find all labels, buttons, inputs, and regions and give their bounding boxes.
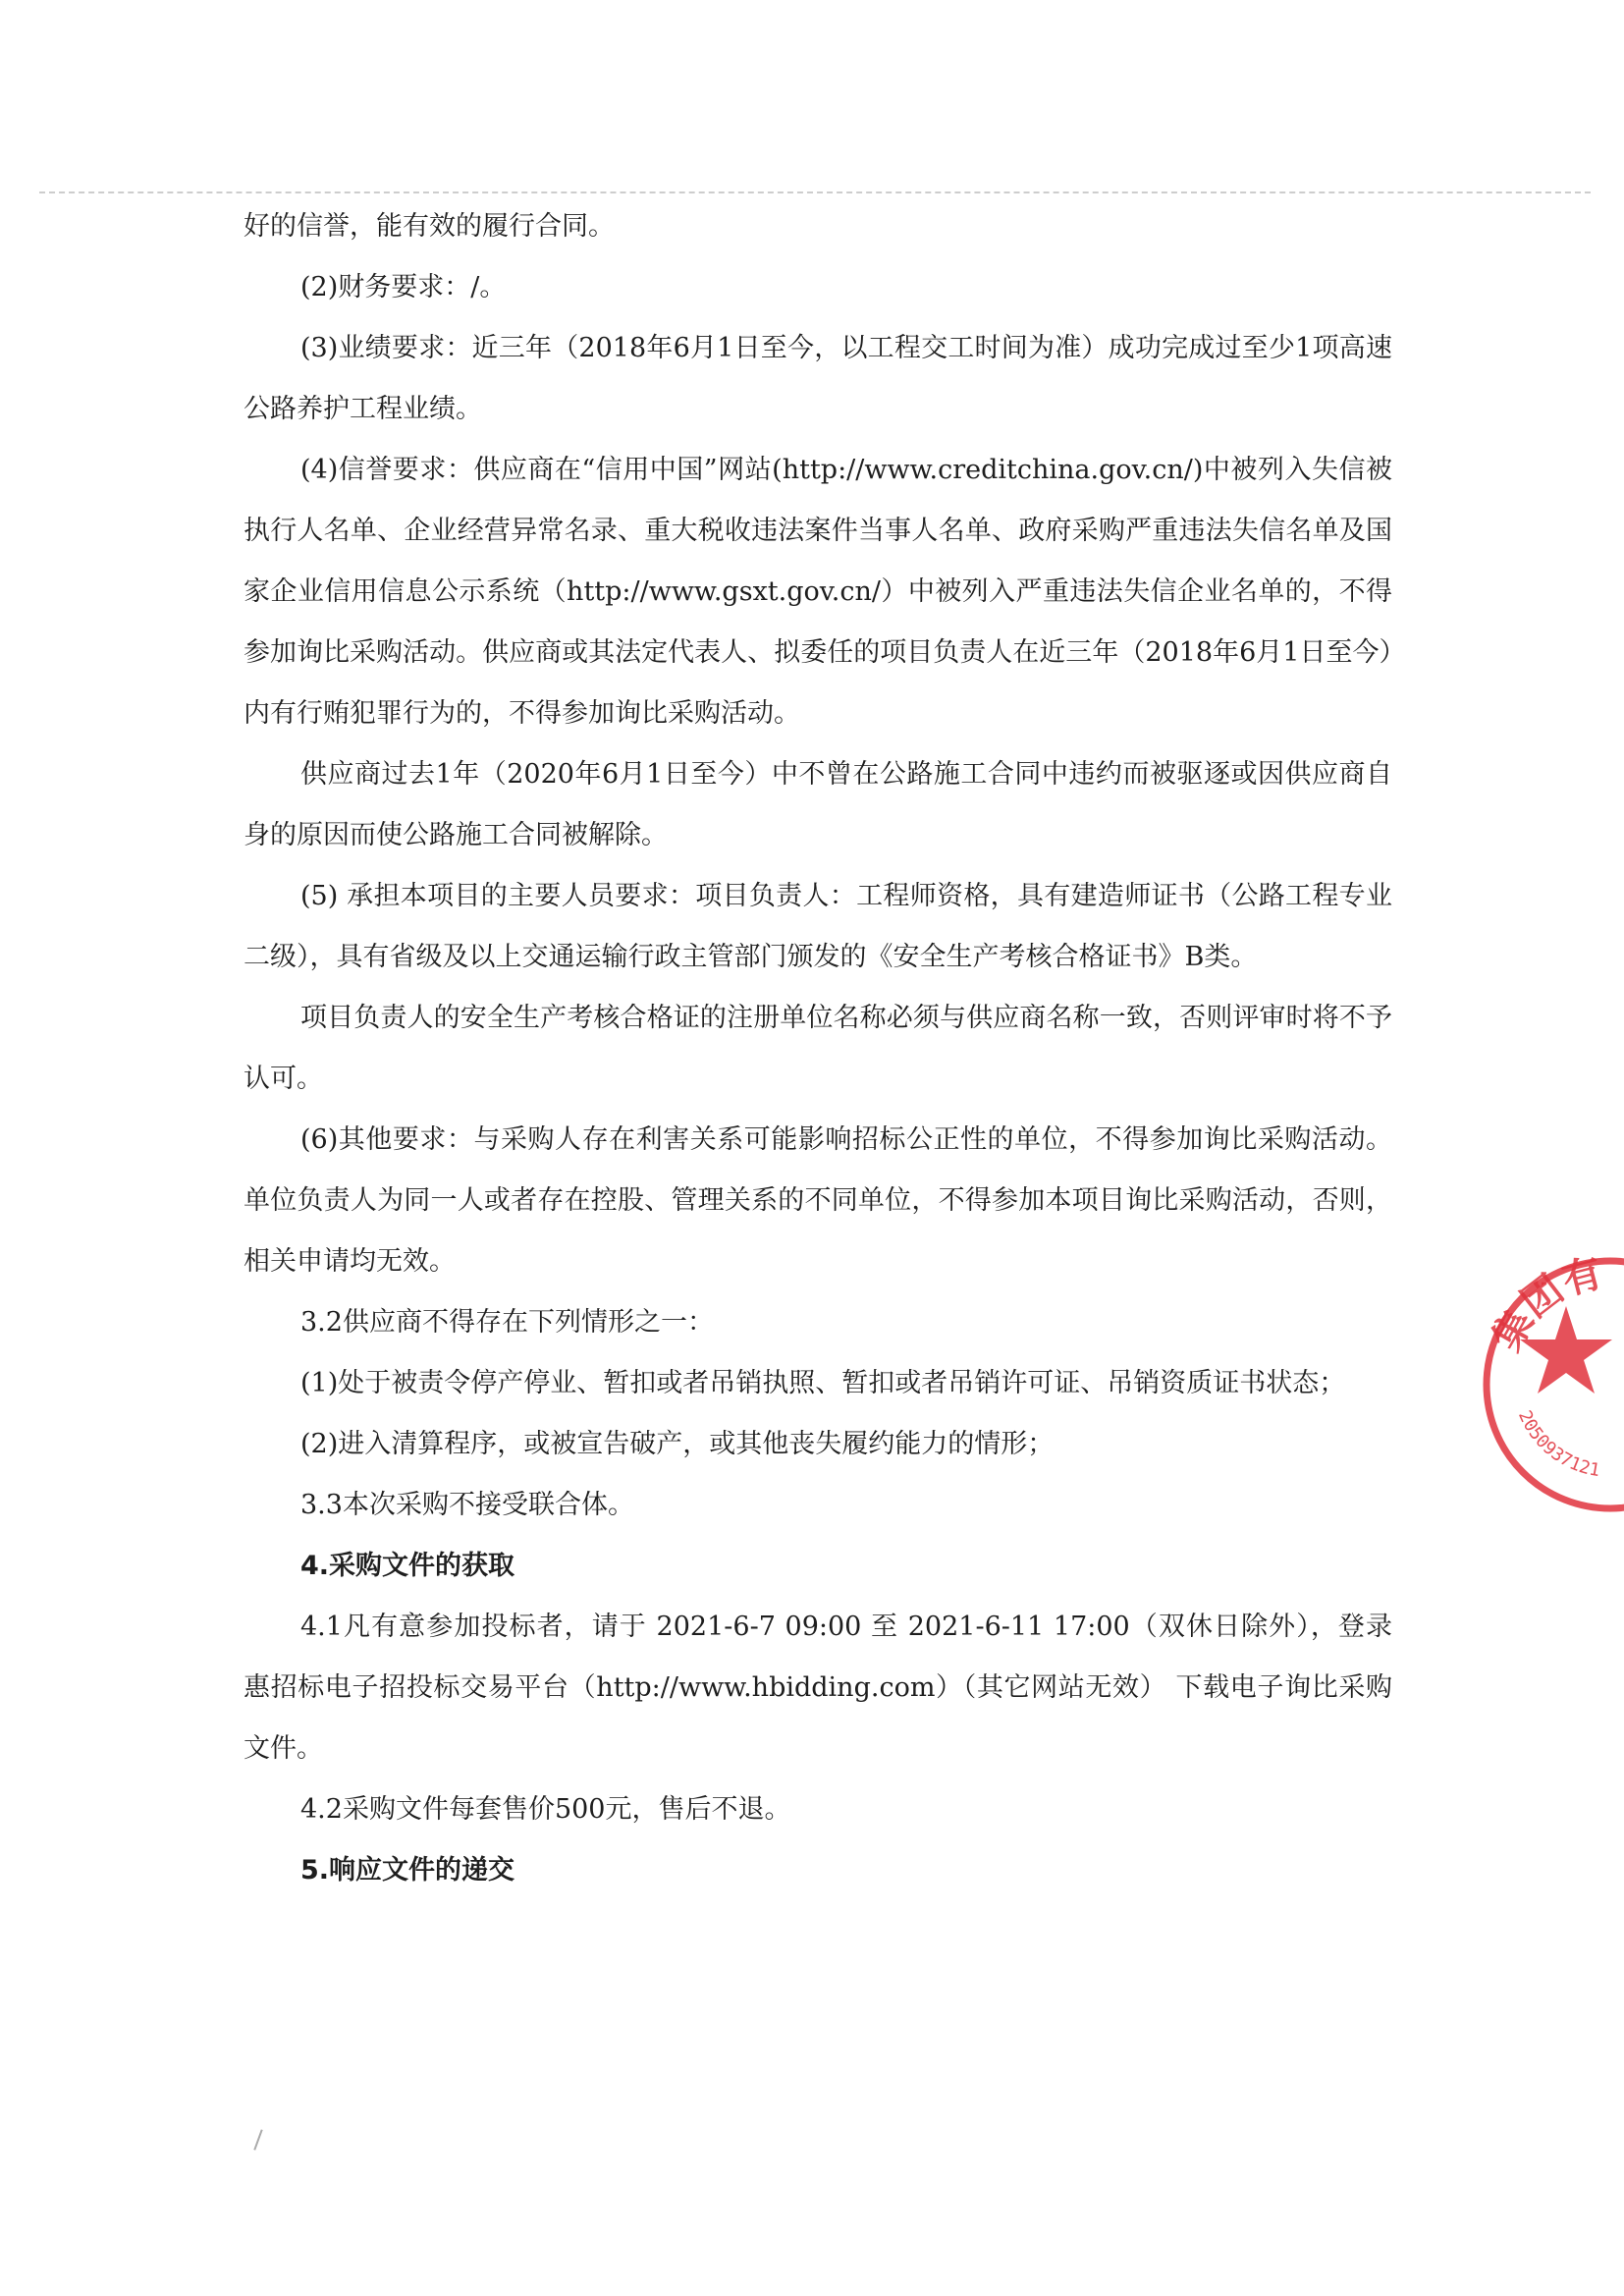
seal-top-text: 集团有 (1484, 1250, 1607, 1359)
scan-artifact-line (39, 191, 1591, 193)
paragraph: (5) 承担本项目的主要人员要求：项目负责人：工程师资格，具有建造师证书（公路工程专业二级），具有省级及以上交通运输行政主管部门颁发的《安全生产考核合格证书》B类。 (244, 881, 1392, 972)
paragraph: 3.2供应商不得存在下列情形之一： (300, 1307, 714, 1338)
paragraph: 4.2采购文件每套售价500元，售后不退。 (300, 1794, 791, 1825)
paragraph: 4.1凡有意参加投标者，请于 2021-6-7 09:00 至 2021-6-11 17:00（双休日除外），登录 惠招标电子招投标交易平台（http://www.hbidding.com）（其它网站无效） 下载电子询比采购文件。 (244, 1612, 1392, 1764)
seal-number: 2050937121 (1513, 1407, 1602, 1482)
paragraph: (3)业绩要求：近三年（2018年6月1日至今，以工程交工时间为准）成功完成过至少1项高速公路养护工程业绩。 (244, 333, 1392, 424)
official-seal (1463, 1237, 1624, 1532)
paragraph: (4)信誉要求：供应商在“信用中国”网站(http://www.creditchina.gov.cn/)中被列入失信被执行人名单、企业经营异常名录、重大税收违法案件当事人名单、政府采购严重违法失信名单及国家企业信用信息公示系统（http://www.gsxt.gov.cn/）中被列入严重违法失信企业名单的，不得参加询比采购活动。供应商或其法定代表人、拟委任的项目负责人在近三年（2018年6月1日至今）内有行贿犯罪行为的，不得参加询比采购活动。 (244, 455, 1392, 729)
paragraph: 项目负责人的安全生产考核合格证的注册单位名称必须与供应商名称一致，否则评审时将不予认可。 (244, 1003, 1392, 1094)
paragraph: (2)财务要求：/。 (300, 272, 507, 302)
section-heading: 5.响应文件的递交 (300, 1855, 515, 1886)
paragraph: (1)处于被责令停产停业、暂扣或者吊销执照、暂扣或者吊销许可证、吊销资质证书状态； (300, 1368, 1346, 1398)
paragraph: 3.3本次采购不接受联合体。 (300, 1490, 634, 1520)
paragraph: 供应商过去1年（2020年6月1日至今）中不曾在公路施工合同中违约而被驱逐或因供应商自身的原因而使公路施工合同被解除。 (244, 759, 1392, 850)
document-body (244, 196, 1392, 1901)
paragraph: (2)进入清算程序，或被宣告破产，或其他丧失履约能力的情形； (300, 1429, 1055, 1459)
section-heading: 4.采购文件的获取 (300, 1551, 515, 1581)
paragraph: (6)其他要求：与采购人存在利害关系可能影响招标公正性的单位，不得参加询比采购活动。单位负责人为同一人或者存在控股、管理关系的不同单位，不得参加本项目询比采购活动，否则，相关申请均无效。 (244, 1124, 1392, 1277)
scan-mark (253, 2129, 262, 2150)
paragraph: 好的信誉，能有效的履行合同。 (244, 211, 615, 242)
